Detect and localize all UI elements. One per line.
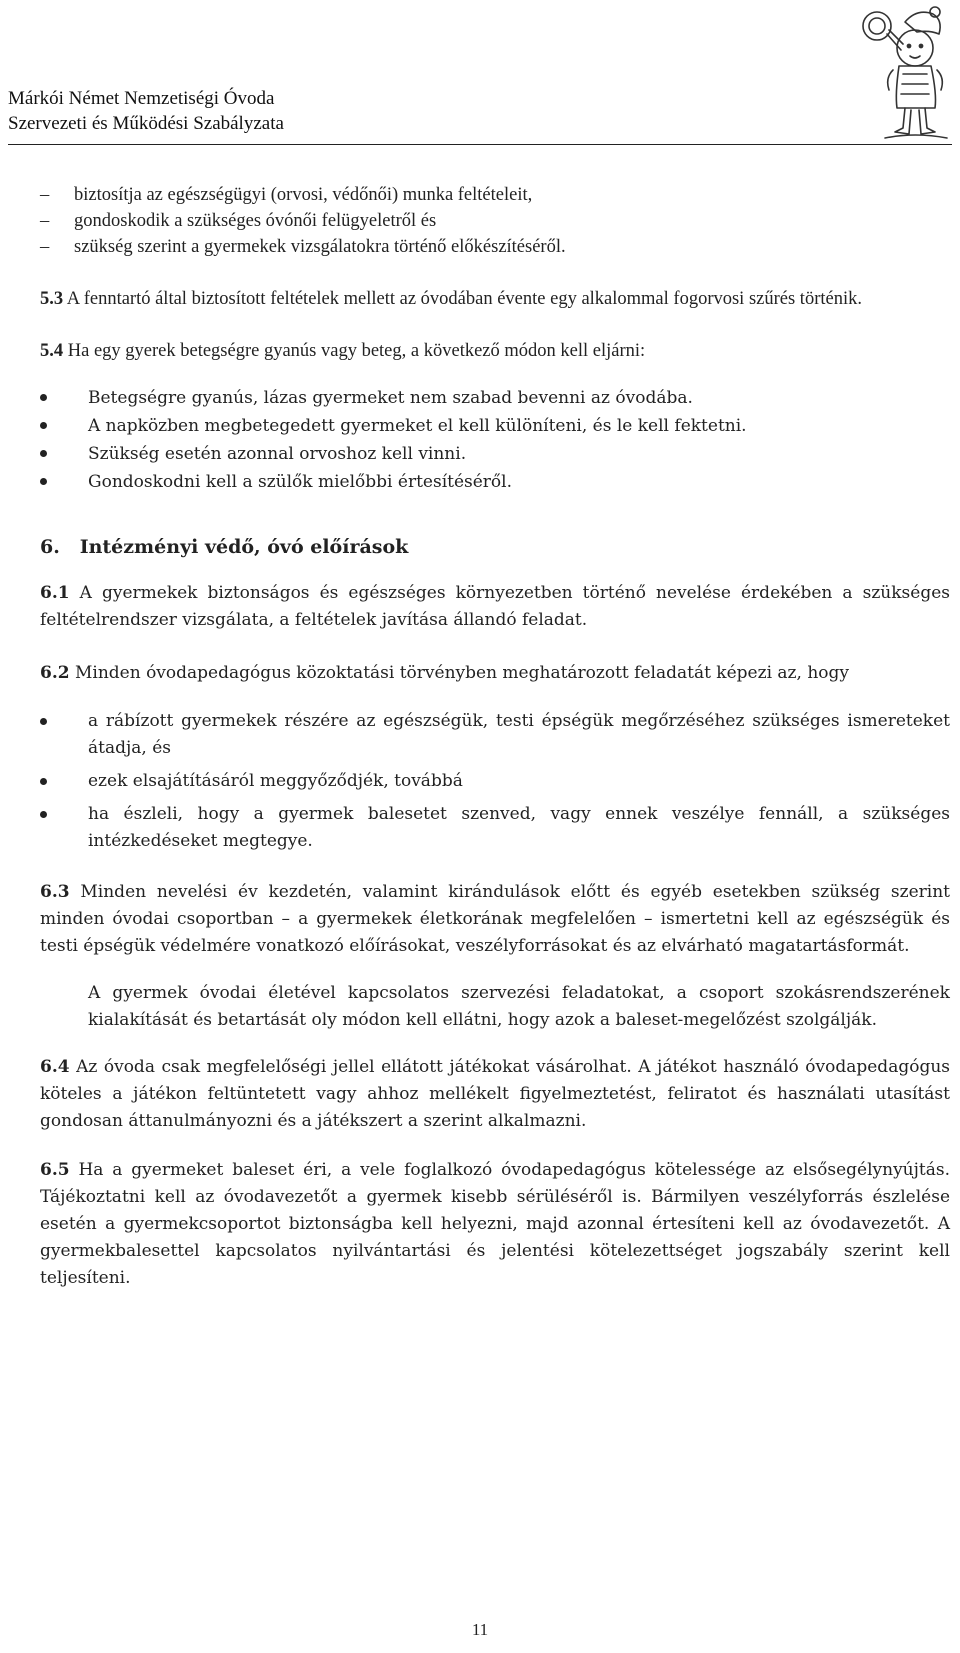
list-item: a rábízott gyermekek részére az egészségük, testi épségük megőrzéséhez szükséges ismereteket átadja, és <box>40 708 950 762</box>
bullet-icon <box>40 778 47 785</box>
section-number: 6.4 <box>40 1057 70 1077</box>
list-item: – szükség szerint a gyermekek vizsgálatokra történő előkészítéséről. <box>40 234 950 260</box>
section-number: 5.4 <box>40 341 64 361</box>
section-6-5 <box>40 1157 950 1292</box>
list-item: A napközben megbetegedett gyermeket el kell különíteni, és le kell fektetni. <box>40 412 950 440</box>
bullet-icon <box>40 394 47 401</box>
section-6-1 <box>40 580 950 634</box>
child-with-trumpet-illustration-icon <box>855 4 953 142</box>
section-text: A fenntartó által biztosított feltételek mellett az óvodában évente egy alkalommal fogorvosi szűrés történik. <box>66 289 862 309</box>
section-6-4 <box>40 1054 950 1135</box>
section-number: 6.2 <box>40 663 70 683</box>
bullet-icon <box>40 718 47 725</box>
dash-mark: – <box>40 185 50 205</box>
header-divider <box>8 144 952 145</box>
section-text: A gyermek óvodai életével kapcsolatos szervezési feladatokat, a csoport szokásrendszerének kialakítását és betartását oly módon kell ellátni, hogy azok a baleset-megelőzést szolgálják. <box>88 983 950 1030</box>
section-number: 6.5 <box>40 1160 70 1180</box>
page-body <box>40 182 950 1292</box>
list-item: – gondoskodik a szükséges óvónői felügyeletről és <box>40 208 950 234</box>
dash-mark: – <box>40 237 50 257</box>
dash-mark: – <box>40 211 50 231</box>
list-item: Szükség esetén azonnal orvoshoz kell vinni. <box>40 440 950 468</box>
section-text: Ha a gyermeket baleset éri, a vele foglalkozó óvodapedagógus kötelessége az elsősegélynyújtás. Tájékoztatni kell az óvodavezetőt a gyermek kisebb sérüléséről is. Bármilyen veszélyforrás észlelése esetén a gyermekcsoportot biztonságba kell helyezni, majd azonnal értesíteni kell az óvodavezetőt. A gyermekbalesettel kapcsolatos nyilvántartási és jelentési kötelezettséget jogszabály szerint kell teljesíteni. <box>40 1160 950 1288</box>
section-6-2 <box>40 660 950 686</box>
bullet-list-6-2 <box>40 708 950 855</box>
bullet-icon <box>40 811 47 818</box>
section-text: Az óvoda csak megfelelőségi jellel ellátott játékokat vásárolhat. A játékot használó óvodapedagógus köteles a játékon feltüntetett vagy ahhoz mellékelt figyelmeztetést, feliratot és használati utasítást gondosan áttanulmányozni és a játékszert a szerint alkalmazni. <box>40 1057 951 1131</box>
section-title: Intézményi védő, óvó előírások <box>79 536 409 558</box>
section-5-4 <box>40 338 950 364</box>
list-item: Gondoskodni kell a szülők mielőbbi értesítéséről. <box>40 468 950 496</box>
section-6-heading <box>40 534 950 560</box>
section-6-3 <box>40 879 950 960</box>
dash-list <box>40 182 950 260</box>
section-number: 6.3 <box>40 882 70 902</box>
section-5-3 <box>40 286 950 312</box>
section-text: Minden nevelési év kezdetén, valamint kirándulások előtt és egyéb esetekben szükség szerint minden óvodai csoportban – a gyermekek életkorának megfelelően – ismertetni kell az egészségük és testi épségük védelmére vonatkozó előírásokat, veszélyforrásokat és az elvárható magatartásformát. <box>40 882 950 956</box>
section-text: A gyermekek biztonságos és egészséges környezetben történő nevelése érdekében a szükséges feltételrendszer vizsgálata, a feltételek javítása állandó feladat. <box>40 583 951 630</box>
section-number: 6. <box>40 536 60 558</box>
bullet-list-5-4 <box>40 384 950 496</box>
section-number: 5.3 <box>40 289 64 309</box>
list-item: ha észleli, hogy a gyermek balesetet szenved, vagy ennek veszélye fennáll, a szükséges intézkedéseket megtegye. <box>40 801 950 855</box>
page-header <box>0 0 960 150</box>
list-item: ezek elsajátításáról meggyőződjék, továbbá <box>40 768 950 795</box>
header-institution-name: Márkói Német Nemzetiségi Óvoda <box>8 88 275 109</box>
bullet-icon <box>40 450 47 457</box>
bullet-icon <box>40 422 47 429</box>
section-6-3-paragraph-2 <box>40 980 950 1034</box>
page-number: 11 <box>471 1620 489 1639</box>
list-item: – biztosítja az egészségügyi (orvosi, védőnői) munka feltételeit, <box>40 182 950 208</box>
header-document-title: Szervezeti és Működési Szabályzata <box>8 113 284 134</box>
list-item: Betegségre gyanús, lázas gyermeket nem szabad bevenni az óvodába. <box>40 384 950 412</box>
bullet-icon <box>40 478 47 485</box>
section-number: 6.1 <box>40 583 70 603</box>
section-text: Minden óvodapedagógus közoktatási törvényben meghatározott feladatát képezi az, hogy <box>74 663 849 683</box>
section-text: Ha egy gyerek betegségre gyanús vagy beteg, a következő módon kell eljárni: <box>67 341 646 361</box>
